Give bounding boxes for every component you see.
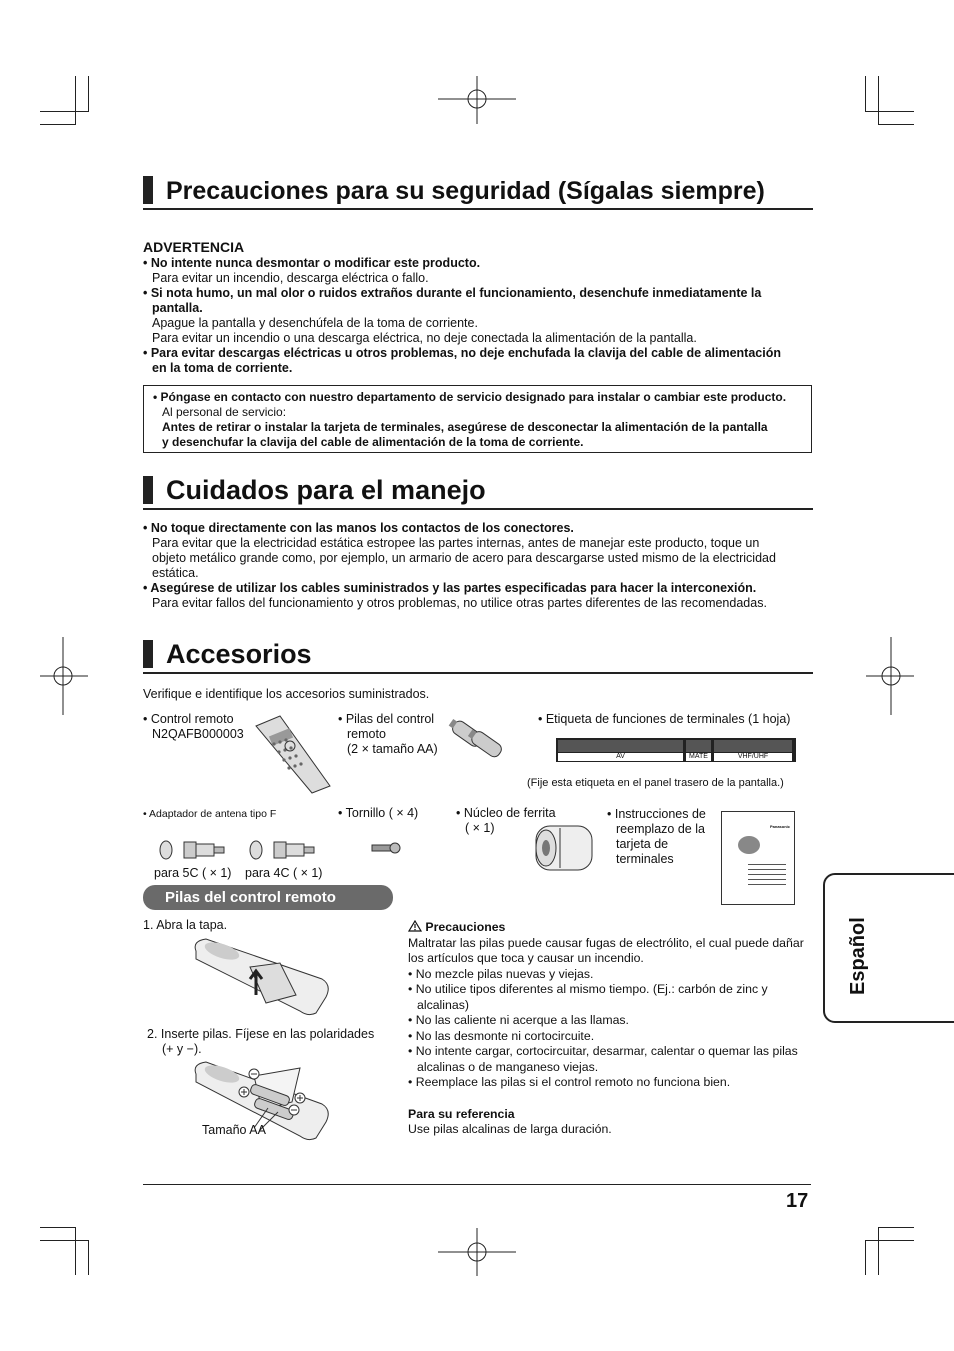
crop-mark [878,76,879,125]
registration-mark [40,637,88,715]
instructions-label-4: terminales [616,852,674,866]
instructions-label-3: tarjeta de [616,837,669,851]
remote-control-image [252,714,332,794]
caution-line: alcalinas o de manganeso viejas. [417,1059,599,1074]
crop-mark [865,111,914,112]
handling-item-1-text: objeto metálico grande como, por ejemplo, un armario de acero para descargarse usted mismo de la electricidad [152,551,776,565]
warning-heading: ADVERTENCIA [143,239,245,255]
handling-item-1: • No toque directamente con las manos los contactos de los conectores. [143,521,574,535]
batteries-section-heading-text: Pilas del control remoto [165,889,336,906]
crop-mark [878,1227,914,1228]
crop-mark [878,1227,879,1275]
ferrite-label-1: • Núcleo de ferrita [456,806,556,820]
handling-list [143,521,813,611]
batteries-label-2: remoto [347,727,386,741]
handling-title: Cuidados para el manejo [166,475,486,505]
caution-line: • No las caliente ni acerque a las llamas. [408,1013,629,1027]
battery-step-2-line-1: 2. Inserte pilas. Fíjese en las polaridades [147,1027,375,1041]
service-line-1: • Póngase en contacto con nuestro departamento de servicio designado para instalar o cambiar este producto. [153,390,787,404]
antenna-adapter-image [158,836,328,864]
footer-rule [143,1184,811,1185]
instructions-sheet-image [721,811,795,905]
crop-mark [865,76,866,112]
language-tab-label: Español [847,917,869,995]
accessories-intro: Verifique e identifique los accesorios suministrados. [143,687,430,701]
crop-mark [88,76,89,112]
remote-label [143,712,244,742]
remote-open-lid-image [192,937,332,1017]
ferrite-label-2: ( × 1) [465,821,495,835]
adapter-4c: para 4C ( × 1) [245,866,323,880]
reference-text: Use pilas alcalinas de larga duración. [408,1122,612,1136]
instructions-label-2: reemplazo de la [616,822,705,836]
handling-item-2: • Asegúrese de utilizar los cables suministrados y las partes especificadas para hacer la interconexión. [143,581,757,595]
section-title-safety [143,170,813,210]
caution-line: los artículos que toca y causar un incendio. [408,951,644,965]
crop-mark [40,124,76,125]
service-line-2: Al personal de servicio: [162,405,287,419]
instructions-label [607,807,706,867]
crop-mark [40,1227,76,1228]
warning-item-1-text: Para evitar un incendio, descarga eléctrica o fallo. [152,271,429,285]
language-tab [823,873,954,1023]
caution-line: Maltratar las pilas puede causar fugas de electrólito, el cual puede dañar [408,935,804,950]
screw-image [370,840,402,856]
battery-step-2-line-2: (+ y −). [162,1042,202,1056]
section-title-accessories [143,632,813,674]
ferrite-core-image [526,816,602,878]
batteries-label-3: (2 × tamaño AA) [347,742,438,756]
warning-item-2: • Si nota humo, un mal olor o ruidos extraños durante el funcionamiento, desenchufe inmediatamente la [143,286,762,300]
warning-item-3-cont: en la toma de corriente. [152,361,293,375]
crop-mark [88,1240,89,1275]
batteries-label [338,712,438,757]
accessories-title: Accesorios [166,639,312,669]
screw-label: • Tornillo ( × 4) [338,806,419,820]
warning-list [143,256,813,376]
page-number: 17 [786,1190,809,1212]
handling-item-1-text: Para evitar que la electricidad estática estropee las partes internas, antes de manejar este producto, toque un [152,536,760,550]
caution-line: alcalinas) [417,997,469,1012]
safety-title: Precauciones para su seguridad (Sígalas siempre) [166,177,765,205]
registration-mark [866,637,914,715]
adapter-label: • Adaptador de antena tipo F [143,808,277,820]
crop-mark [865,1240,866,1275]
crop-mark [865,1240,914,1241]
caution-line: • No las desmonte ni cortocircuite. [408,1028,595,1043]
service-line-3: Antes de retirar o instalar la tarjeta de terminales, asegúrese de desconectar la alimentación de la pantalla [162,420,768,434]
strip-mate: MATE [686,753,711,761]
registration-mark [438,1228,516,1276]
warning-item-2-text: Apague la pantalla y desenchúfela de la toma de corriente. [152,316,478,330]
battery-step-2 [147,1027,374,1057]
handling-item-2-text: Para evitar fallos del funcionamiento y otros problemas, no utilice otras partes diferentes de las recomendadas. [152,596,767,610]
crop-mark [75,76,76,125]
service-box [143,385,812,453]
crop-mark [75,1227,76,1275]
service-line-4: y desenchufar la clavija del cable de alimentación de la toma de corriente. [162,435,584,449]
strip-av: AV [558,753,683,761]
section-title-handling [143,470,813,510]
adapter-5c: para 5C ( × 1) [154,866,232,880]
caution-line: • Reemplace las pilas si el control remoto no funciona bien. [408,1075,731,1089]
handling-item-1-text: estática. [152,566,199,580]
instructions-label-1: • Instrucciones de [607,807,706,821]
remote-label-1: • Control remoto [143,712,234,726]
batteries-section-heading [143,885,393,910]
strip-vhf: VHF/UHF [714,753,792,761]
warning-item-1: • No intente nunca desmontar o modificar este producto. [143,256,481,270]
remote-model: N2QAFB000003 [152,727,244,741]
caution-line: • No mezcle pilas nuevas y viejas. [408,966,594,981]
batteries-image [444,715,506,765]
battery-step-1: 1. Abra la tapa. [143,918,228,932]
crop-mark [40,1240,89,1241]
caution-line: • No intente cargar, cortocircuitar, desarmar, calentar o quemar las pilas [408,1044,798,1058]
warning-triangle-icon [408,920,422,932]
reference-title: Para su referencia [408,1106,515,1121]
warning-item-2-cont: pantalla. [152,301,203,315]
terminal-label-strip [556,738,796,762]
instructions-brand: Panasonic [769,824,790,829]
registration-mark [438,76,516,124]
terminal-label-note: (Fije esta etiqueta en el panel trasero de la pantalla.) [527,777,784,789]
caution-title: Precauciones [425,920,506,934]
caution-block [408,920,813,1138]
warning-item-3: • Para evitar descargas eléctricas u otros problemas, no deje enchufada la clavija del cable de alimentación [143,346,781,360]
terminal-label-text: • Etiqueta de funciones de terminales (1 hoja) [538,712,791,726]
crop-mark [878,124,914,125]
battery-size-label: Tamaño AA [202,1123,266,1137]
warning-item-2-text: Para evitar un incendio o una descarga eléctrica, no deje conectada la alimentación de la pantalla. [152,331,697,345]
batteries-label-1: • Pilas del control [338,712,435,726]
caution-line: • No utilice tipos diferentes al mismo tiempo. (Ej.: carbón de zinc y [408,982,768,996]
crop-mark [40,111,89,112]
